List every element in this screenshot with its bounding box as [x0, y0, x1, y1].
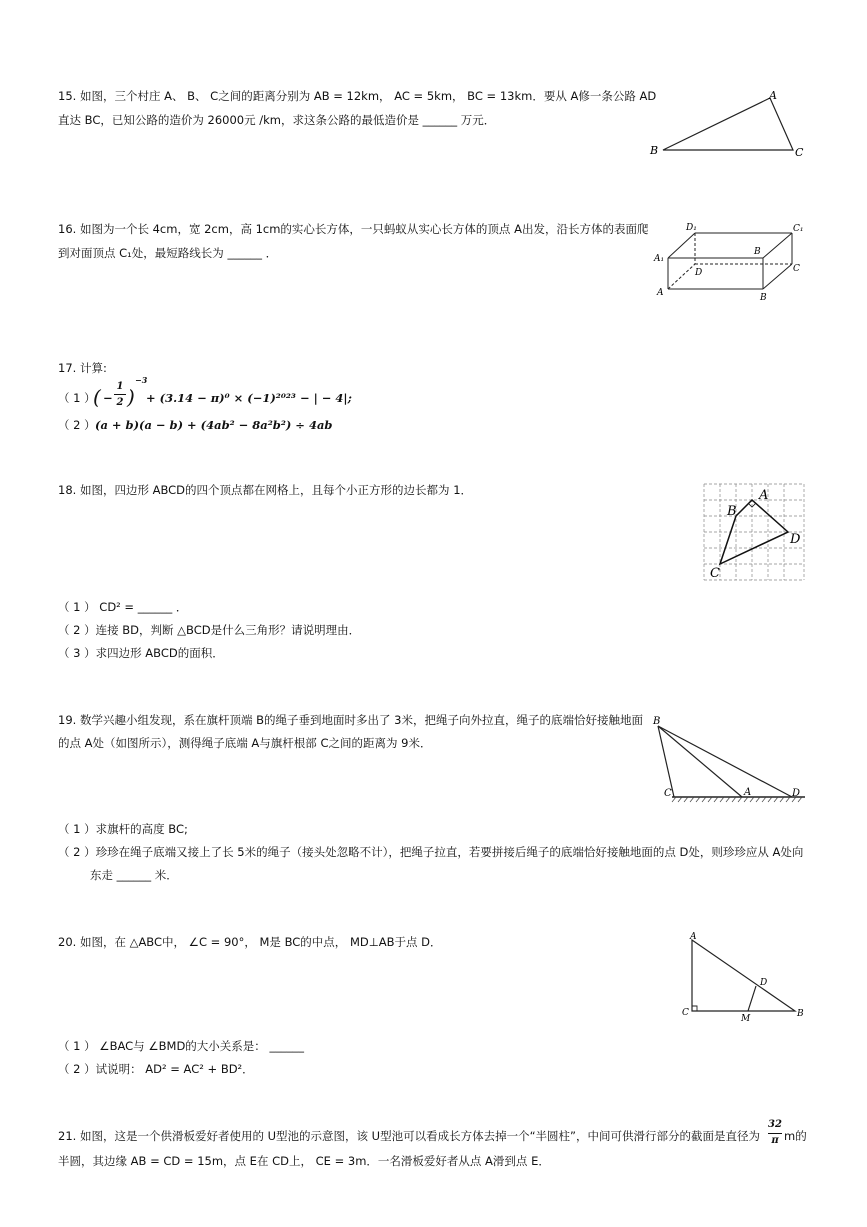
q20-line1: 20. 如图，在 △ABC中， ∠C = 90°， M是 BC的中点， MD⊥AB于点 D． — [58, 935, 442, 949]
q16-label-b1: B — [754, 247, 761, 257]
q15-line2: 直达 BC，已知公路的造价为 26000元 /km，求这条公路的最低造价是 ______ 万元． — [58, 113, 496, 127]
q17-left-paren: ( — [93, 385, 101, 409]
q20-part1: （ 1 ） ∠BAC与 ∠BMD的大小关系是： ______ — [58, 1039, 304, 1053]
q17-title: 17. 计算: — [58, 361, 107, 375]
q16-label-a: A — [657, 288, 664, 298]
q20-label-b: B — [797, 1009, 804, 1019]
q19-part1: （ 1 ）求旗杆的高度 BC; — [58, 822, 188, 836]
q19-part2-line1: （ 2 ）珍珍在绳子底端又接上了长 5米的绳子（接头处忽略不计），把绳子拉直，若要拼接后绳子的底端恰好接触地面的点 D处，则珍珍应从 A处向 — [58, 845, 804, 859]
q20-part2: （ 2 ）试说明： AD² = AC² + BD²． — [58, 1062, 254, 1076]
q21-line1-text: 21. 如图，这是一个供滑板爱好者使用的 U型池的示意图，该 U型池可以看成长方体去掉一个“半圆柱”，中间可供滑行部分的截面是直径为 — [58, 1129, 760, 1143]
q20-label-m: M — [741, 1014, 751, 1024]
q15-label-b: B — [650, 144, 659, 157]
q17-part1-expression: + (3.14 − π)⁰ × (−1)²⁰²³ − | − 4|; — [146, 391, 352, 405]
q17-part1-number: （ 1 ） — [58, 391, 96, 405]
q15-label-c: C — [795, 146, 804, 159]
q17-part2-number: （ 2 ） — [58, 418, 96, 432]
q19-label-b: B — [653, 716, 661, 727]
q20-label-a: A — [690, 932, 697, 942]
q16-label-d: D — [695, 268, 703, 278]
q21-frac-den: π — [771, 1135, 779, 1146]
q19-part2-line2: 东走 ______ 米． — [90, 868, 178, 882]
q17-right-paren: ) — [127, 385, 135, 409]
q19-label-d: D — [792, 788, 801, 799]
q17-frac-den: 2 — [116, 397, 124, 408]
q19-label-a: A — [744, 787, 752, 798]
q16-label-b: B — [760, 293, 767, 303]
q15-line1: 15. 如图，三个村庄 A、 B、 C之间的距离分别为 AB = 12km， AC = 5km， BC = 13km．要从 A修一条公路 AD — [58, 89, 657, 103]
q19-flagpole-figure — [650, 712, 810, 804]
q17-frac-bar — [114, 394, 126, 395]
q18-line1: 18. 如图，四边形 ABCD的四个顶点都在网格上，且每个小正方形的边长都为 1． — [58, 483, 473, 497]
q16-label-d1: D₁ — [686, 223, 697, 233]
q17-minus-sign: − — [103, 391, 113, 405]
q18-label-a: A — [759, 488, 769, 503]
q16-label-c1: C₁ — [793, 224, 804, 234]
q20-label-c: C — [682, 1008, 689, 1018]
q18-grid-figure — [702, 482, 806, 582]
q19-line2: 的点 A处（如图所示），测得绳子底端 A与旗杆根部 C之间的距离为 9米． — [58, 736, 432, 750]
q16-line2: 到对面顶点 C₁处，最短路线长为 ______ ． — [58, 246, 278, 260]
q17-part2-expression: (a + b)(a − b) + (4ab² − 8a²b²) ÷ 4ab — [95, 418, 333, 432]
q18-label-c: C — [710, 566, 720, 581]
q21-frac-bar — [768, 1133, 782, 1134]
q19-label-c: C — [664, 788, 672, 799]
q20-label-d: D — [760, 978, 768, 988]
q17-exponent: −3 — [135, 375, 148, 385]
q18-label-b: B — [727, 504, 737, 519]
q18-part1: （ 1 ） CD² = ______ ． — [58, 600, 188, 614]
q16-label-c: C — [793, 264, 800, 274]
q17-frac-num: 1 — [116, 381, 124, 392]
q16-cuboid-figure — [650, 218, 810, 308]
q18-part3: （ 3 ）求四边形 ABCD的面积． — [58, 646, 224, 660]
q15-triangle-figure — [645, 88, 810, 160]
q21-frac-num: 32 — [768, 1119, 782, 1130]
q18-label-d: D — [790, 532, 801, 547]
q15-label-a: A — [769, 89, 777, 102]
q21-line2: 半圆，其边缘 AB = CD = 15m，点 E在 CD上， CE = 3m．一名滑板爱好者从点 A滑到点 E． — [58, 1154, 550, 1168]
q18-part2: （ 2 ）连接 BD，判断 △BCD是什么三角形？请说明理由． — [58, 623, 361, 637]
q16-line1: 16. 如图为一个长 4cm，宽 2cm，高 1cm的实心长方体，一只蚂蚁从实心长方体的顶点 A出发，沿长方体的表面爬 — [58, 222, 649, 236]
q20-triangle-figure — [680, 930, 810, 1025]
q16-label-a1: A₁ — [654, 254, 665, 264]
q19-line1: 19. 数学兴趣小组发现，系在旗杆顶端 B的绳子垂到地面时多出了 3米，把绳子向外拉直，绳子的底端恰好接触地面 — [58, 713, 643, 727]
q21-line1-unit: m的 — [784, 1129, 807, 1143]
